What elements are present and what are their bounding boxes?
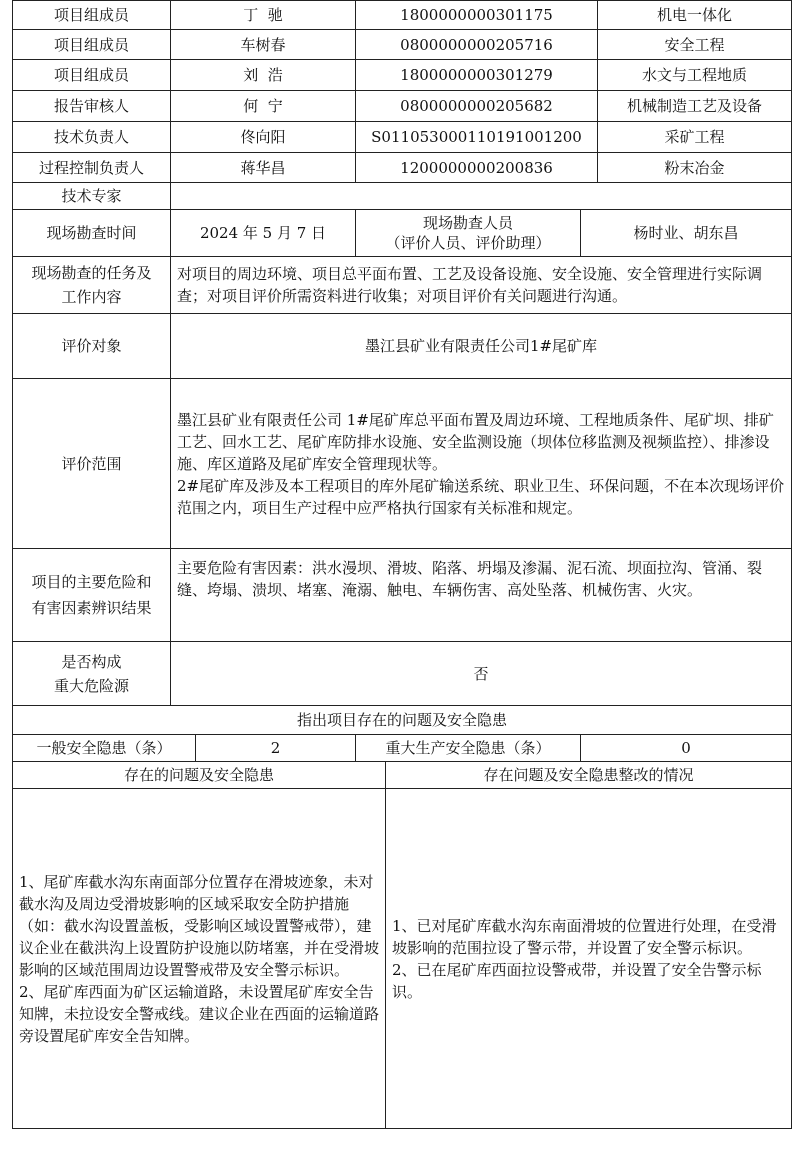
serious-hazard-count: 0 (581, 735, 792, 762)
hazard-content: 主要危险有害因素：洪水漫坝、滑坡、陷落、坍塌及渗漏、泥石流、坝面拉沟、管涌、裂缝、垮塌、溃坝、堵塞、淹溺、触电、车辆伤害、高处坠落、机械伤害、火灾。 (171, 549, 792, 642)
major-cell: 粉末冶金 (598, 153, 792, 183)
issues-detail-row (13, 789, 792, 1129)
member-row (13, 122, 792, 153)
issue-item-1: 1、尾矿库截水沟东南面部分位置存在滑坡迹象，未对截水沟及周边受滑坡影响的区域采取安全防护措施（如：截水沟设置盖板，受影响区域设置警戒带），建议企业在截洪沟上设置防护设施以防堵塞，并在受滑坡影响的区域范围周边设置警戒带及安全警示标识。 (19, 872, 380, 979)
cert-cell: 1800000000301279 (356, 60, 598, 91)
survey-row (13, 210, 792, 257)
issues-title-row (13, 706, 792, 735)
member-row (13, 30, 792, 60)
expert-row (13, 183, 792, 210)
major-cell: 机电一体化 (598, 1, 792, 30)
major-cell: 水文与工程地质 (598, 60, 792, 91)
expert-label: 技术专家 (13, 183, 171, 210)
hazard-label-line2: 有害因素辨识结果 (31, 599, 152, 617)
major-cell: 采矿工程 (598, 122, 792, 153)
role-cell: 报告审核人 (13, 91, 171, 122)
task-label-line1: 现场勘查的任务及 (31, 264, 152, 282)
task-label (13, 257, 171, 314)
major-hazard-value: 否 (171, 642, 792, 706)
issues-right-content (386, 789, 792, 1129)
member-row (13, 60, 792, 91)
name-cell: 车树春 (171, 30, 356, 60)
issues-section-title: 指出项目存在的问题及安全隐患 (13, 706, 792, 735)
major-cell: 安全工程 (598, 30, 792, 60)
role-cell: 过程控制负责人 (13, 153, 171, 183)
scope-row (13, 379, 792, 549)
issue-item-2: 2、尾矿库西面为矿区运输道路，未设置尾矿库安全告知牌，未拉设安全警戒线。建议企业在西面的运输道路旁设置尾矿库安全告知牌。 (19, 982, 380, 1045)
member-row (13, 153, 792, 183)
issues-count-row (13, 735, 792, 762)
name-cell: 刘 浩 (171, 60, 356, 91)
rectification-item-2: 2、已在尾矿库西面拉设警戒带，并设置了安全告警示标识。 (392, 960, 762, 1001)
task-content: 对项目的周边环境、项目总平面布置、工艺及设备设施、安全设施、安全管理进行实际调查；对项目评价所需资料进行收集；对项目评价有关问题进行沟通。 (171, 257, 792, 314)
evaluation-table (12, 0, 792, 1129)
issues-header-row (13, 762, 792, 789)
major-cell: 机械制造工艺及设备 (598, 91, 792, 122)
rectification-item-1: 1、已对尾矿库截水沟东南面滑坡的位置进行处理，在受滑坡影响的范围拉设了警示带，并设置了安全警示标识。 (392, 916, 777, 957)
serious-hazard-label: 重大生产安全隐患（条） (356, 735, 581, 762)
scope-content (171, 379, 792, 549)
cert-cell: 1200000000200836 (356, 153, 598, 183)
scope-label: 评价范围 (13, 379, 171, 549)
task-row (13, 257, 792, 314)
cert-cell: S011053000110191001200 (356, 122, 598, 153)
role-cell: 项目组成员 (13, 30, 171, 60)
object-label: 评价对象 (13, 314, 171, 379)
name-cell: 丁 驰 (171, 1, 356, 30)
name-cell: 佟向阳 (171, 122, 356, 153)
name-cell: 蒋华昌 (171, 153, 356, 183)
object-value: 墨江县矿业有限责任公司1#尾矿库 (171, 314, 792, 379)
major-hazard-label-line2: 重大危险源 (53, 676, 129, 695)
major-hazard-label (13, 642, 171, 706)
hazard-row (13, 549, 792, 642)
scope-paragraph-1: 墨江县矿业有限责任公司 1#尾矿库总平面布置及周边环境、工程地质条件、尾矿坝、排矿工艺、回水工艺、尾矿库防排水设施、安全监测设施（坝体位移监测及视频监控）、排渗设施、库区道路及尾矿库安全管理现状等。 (177, 410, 774, 473)
issues-right-header: 存在问题及安全隐患整改的情况 (386, 762, 792, 789)
issues-left-content (13, 789, 386, 1129)
expert-value (171, 183, 792, 210)
task-label-line2: 工作内容 (61, 288, 122, 306)
survey-time-label: 现场勘查时间 (13, 210, 171, 257)
hazard-label-line1: 项目的主要危险和 (31, 573, 152, 591)
survey-staff-label-line1: 现场勘查人员 (423, 214, 514, 232)
major-hazard-row (13, 642, 792, 706)
cert-cell: 0800000000205682 (356, 91, 598, 122)
survey-staff-label (356, 210, 581, 257)
role-cell: 项目组成员 (13, 1, 171, 30)
role-cell: 项目组成员 (13, 60, 171, 91)
role-cell: 技术负责人 (13, 122, 171, 153)
scope-paragraph-2: 2#尾矿库及涉及本工程项目的库外尾矿输送系统、职业卫生、环保问题，不在本次现场评价范围之内，项目生产过程中应严格执行国家有关标准和规定。 (177, 476, 785, 517)
major-hazard-label-line1: 是否构成 (61, 652, 122, 671)
survey-time-value: 2024 年 5 月 7 日 (171, 210, 356, 257)
cert-cell: 0800000000205716 (356, 30, 598, 60)
member-row (13, 91, 792, 122)
survey-staff-value: 杨时业、胡东昌 (581, 210, 792, 257)
member-row (13, 1, 792, 30)
name-cell: 何 宁 (171, 91, 356, 122)
issues-left-header: 存在的问题及安全隐患 (13, 762, 386, 789)
object-row (13, 314, 792, 379)
cert-cell: 1800000000301175 (356, 1, 598, 30)
survey-staff-label-line2: （评价人员、评价助理） (385, 234, 551, 252)
hazard-label (13, 549, 171, 642)
general-hazard-label: 一般安全隐患（条） (13, 735, 196, 762)
general-hazard-count: 2 (196, 735, 356, 762)
